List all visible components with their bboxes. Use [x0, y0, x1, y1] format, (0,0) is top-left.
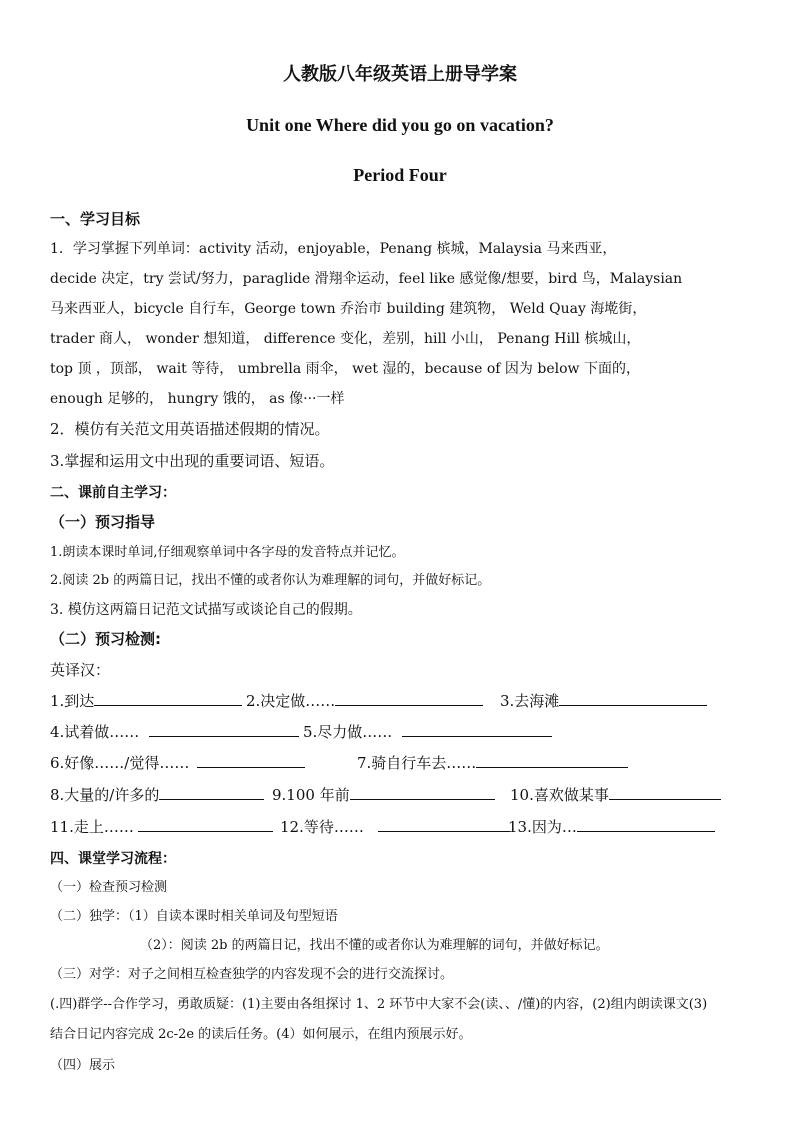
exercise-item: 1.到达 [50, 690, 242, 711]
answer-blank[interactable] [402, 722, 552, 737]
translate-label: 英译汉： [50, 661, 111, 679]
exercise-item: 4.试着做…… [50, 721, 299, 742]
exercise-item: 10.喜欢做某事 [510, 784, 721, 805]
answer-blank[interactable] [378, 817, 510, 832]
exercise-item: 9.100 年前 [272, 784, 495, 805]
goal-2: 2．模仿有关范文用英语描述假期的情况。 [50, 420, 330, 438]
period-title: Period Four [353, 165, 447, 185]
answer-blank[interactable] [197, 753, 305, 768]
exercise-row-2 [50, 721, 750, 745]
section-heading-preview: 二、课前自主学习： [50, 485, 176, 501]
exercise-item: 8.大量的/许多的 [50, 784, 264, 805]
section-heading-process: 四、课堂学习流程： [50, 851, 176, 867]
vocab-line-6: enough 足够的， hungry 饿的， as 像···一样 [50, 391, 345, 407]
exercise-item: 6.好像……/觉得…… [50, 752, 305, 773]
guide-1: 1.朗读本课时单词,仔细观察单词中各字母的发音特点并记忆。 [50, 545, 405, 560]
exercise-item: 12.等待…… [280, 816, 510, 837]
subheading-check: （二）预习检测: [50, 630, 161, 648]
process-step-1: （一）检查预习检测 [50, 880, 168, 895]
vocab-line-3: 马来西亚人，bicycle 自行车，George town 乔治市 building 建筑物， Weld Quay 海墘街， [50, 301, 647, 317]
vocab-line-4: trader 商人， wonder 想知道， difference 变化，差别，hill 小山， Penang Hill 槟城山， [50, 331, 641, 347]
process-step-2a: （二）独学：（1）自读本课时相关单词及句型短语 [50, 909, 338, 924]
goal-3: 3.掌握和运用文中出现的重要词语、短语。 [50, 452, 335, 470]
exercise-item: 11.走上…… [50, 816, 273, 837]
guide-2: 2.阅读 2b 的两篇日记，找出不懂的或者你认为难理解的词句，并做好标记。 [50, 573, 491, 588]
answer-blank[interactable] [476, 753, 628, 768]
answer-blank[interactable] [559, 691, 707, 706]
exercise-item: 13.因为… [508, 816, 715, 837]
answer-blank[interactable] [159, 785, 264, 800]
document-title: 人教版八年级英语上册导学案 [283, 64, 517, 85]
vocab-line-1: 1．学习掌握下列单词：activity 活动，enjoyable，Penang 槟城，Malaysia 马来西亚， [50, 241, 617, 257]
unit-title: Unit one Where did you go on vacation? [246, 115, 554, 135]
exercise-item: 2.决定做…… [246, 690, 483, 711]
exercise-row-4 [50, 784, 750, 808]
process-step-3: （三）对学：对子之间相互检查独学的内容发现不会的进行交流探讨。 [50, 967, 454, 982]
answer-blank[interactable] [94, 691, 242, 706]
answer-blank[interactable] [149, 722, 299, 737]
section-heading-goals: 一、学习目标 [50, 210, 141, 228]
exercise-row-3 [50, 752, 750, 776]
exercise-row-1 [50, 690, 750, 714]
answer-blank[interactable] [350, 785, 495, 800]
answer-blank[interactable] [609, 785, 721, 800]
exercise-item: 7.骑自行车去…… [357, 752, 628, 773]
guide-3: 3. 模仿这两篇日记范文试描写或谈论自己的假期。 [50, 602, 362, 618]
answer-blank[interactable] [138, 817, 273, 832]
process-step-5: （四）展示 [50, 1058, 116, 1073]
exercise-row-5 [50, 816, 750, 840]
vocab-line-5: top 顶 ，顶部， wait 等待， umbrella 雨伞， wet 湿的，because of 因为 below 下面的， [50, 361, 640, 377]
process-step-2b: （2）：阅读 2b 的两篇日记，找出不懂的或者你认为难理解的词句，并做好标记。 [140, 938, 609, 953]
process-step-4b: 结合日记内容完成 2c-2e 的读后任务。(4）如何展示，在组内预展示好。 [50, 1027, 472, 1042]
exercise-item: 3.去海滩 [500, 690, 707, 711]
answer-blank[interactable] [577, 817, 715, 832]
vocab-line-2: decide 决定，try 尝试/努力，paraglide 滑翔伞运动，feel like 感觉像/想要，bird 鸟，Malaysian [50, 271, 683, 287]
exercise-item: 5.尽力做…… [303, 721, 552, 742]
process-step-4a: (.四)群学--合作学习，勇敢质疑：(1)主要由各组探讨 1、2 环节中大家不会(读、、/懂)的内容，(2)组内朗读课文(3) [50, 997, 708, 1012]
answer-blank[interactable] [335, 691, 483, 706]
subheading-guide: （一）预习指导 [50, 513, 156, 531]
